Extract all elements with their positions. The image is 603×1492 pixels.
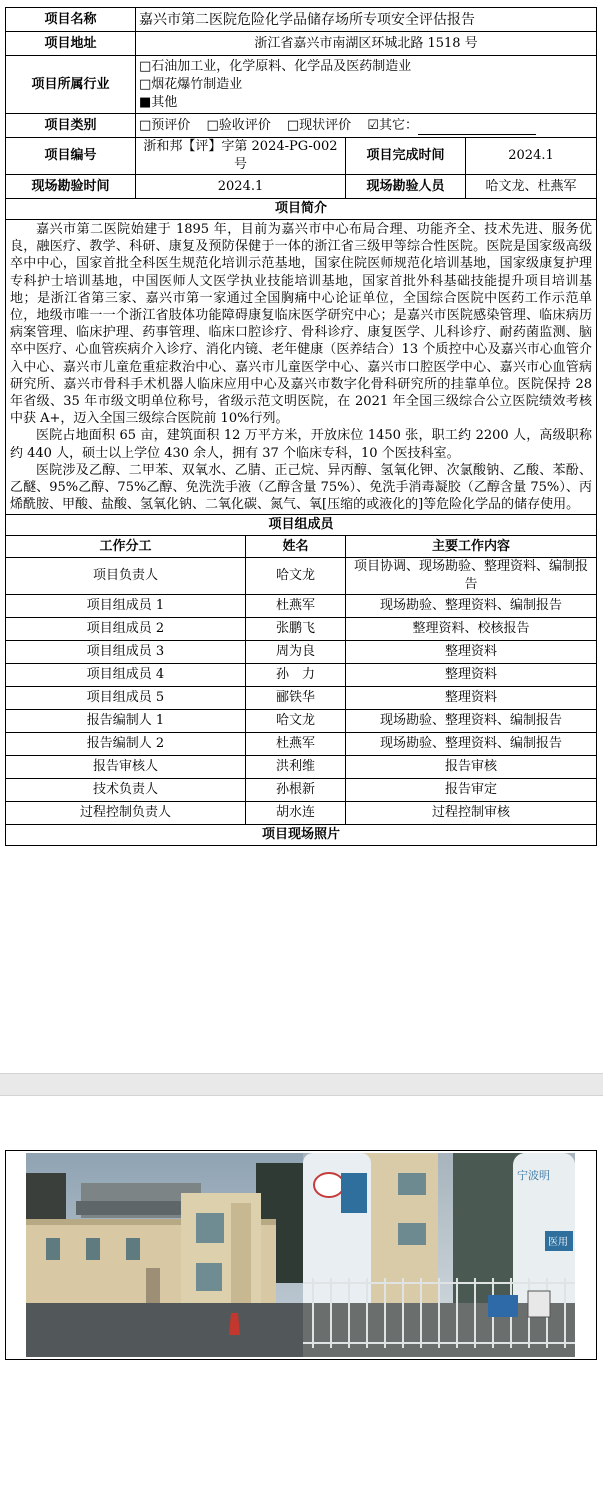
member-row [6, 733, 597, 756]
member-work: 现场勘验、整理资料、编制报告 [346, 710, 597, 733]
intro-paragraph: 医院占地面积 65 亩，建筑面积 12 万平方米，开放床位 1450 张，职工约 2200 人，高级职称约 440 人，硕士以上学位 430 余人，拥有 37 个临床专科，10 个医技科室。 [10, 428, 592, 461]
site-photos-frame [5, 1150, 597, 1360]
project-name-value: 嘉兴市第二医院危险化学品储存场所专项安全评估报告 [136, 8, 597, 32]
members-header-name: 姓名 [246, 536, 346, 558]
member-work: 现场勘验、整理资料、编制报告 [346, 595, 597, 618]
member-name: 杜燕军 [246, 595, 346, 618]
member-work: 项目协调、现场勘验、整理资料、编制报告 [346, 558, 597, 595]
project-type-options [136, 114, 597, 138]
industry-option-fireworks: □烟花爆竹制造业 [139, 76, 243, 92]
industry-option-chemical: □石油加工业，化学原料、化学品及医药制造业 [139, 58, 412, 74]
type-option-status: □现状评价 [286, 117, 352, 133]
member-name: 洪利维 [246, 756, 346, 779]
project-info-table [5, 7, 597, 846]
member-row [6, 779, 597, 802]
site-photo-building [26, 1153, 303, 1357]
member-name: 胡水连 [246, 802, 346, 825]
member-row [6, 687, 597, 710]
member-role: 项目组成员 2 [6, 618, 246, 641]
report-info-sheet [5, 7, 596, 846]
survey-time-value: 2024.1 [136, 175, 346, 199]
member-role: 报告编制人 2 [6, 733, 246, 756]
member-work: 整理资料 [346, 664, 597, 687]
type-option-pre: □预评价 [139, 117, 191, 133]
page-break-gap [0, 1073, 603, 1096]
intro-paragraph: 嘉兴市第二医院始建于 1895 年，目前为嘉兴市中心布局合理、功能齐全、技术先进、服务优良，融医疗、教学、科研、康复及预防保健于一体的浙江省三级甲等综合性医院。医院是国家级高级卒中中心，国家首批全科医生规范化培训示范基地，国家住院医师规范化培训基地，国家级康复护理专科护士培训基地，中国医师人文医学执业技能培训基地，国家首批外科基础技能提升项目培训基地；是浙江省第三家、嘉兴市第一家通过全国胸痛中心论证单位，全国综合医院中医药工作示范单位，地级市唯一一个浙江省肢体功能障碍康复临床医学研究中心；是嘉兴市医院感染管理、临床病历病案管理、临床护理、药事管理、临床口腔诊疗、骨科诊疗、康复医学、儿科诊疗、耐药菌监测、脑卒中医疗、心血管疾病介入诊疗、消化内镜、老年健康（医养结合）13 个质控中心及嘉兴市心血管介入中心、嘉兴市儿童危重症救治中心、嘉兴市儿童医学中心、嘉兴市口腔医学中心、嘉兴市心血管病研究所、嘉兴市骨科手术机器人临床应用中心及嘉兴市数字化骨科研究所的挂靠单位。医院保持 28 年省级、35 年市级文明单位称号，省级示范文明医院，在 2021 年全国三级综合公立医院绩效考核中获 A+，迈入全国三级综合医院前 10%行列。 [10, 222, 592, 427]
members-header-work: 主要工作内容 [346, 536, 597, 558]
member-name: 张鹏飞 [246, 618, 346, 641]
member-name: 哈文龙 [246, 710, 346, 733]
project-number-value: 浙和邦【评】字第 2024-PG-002 号 [136, 138, 346, 175]
project-industry-options [136, 56, 597, 114]
industry-option-other: ■其他 [139, 94, 178, 110]
member-name: 郦铁华 [246, 687, 346, 710]
members-table-body [6, 558, 597, 825]
member-row [6, 756, 597, 779]
member-role: 报告审核人 [6, 756, 246, 779]
tank-sign-text: 宁波明 [517, 1169, 550, 1182]
member-role: 项目组成员 5 [6, 687, 246, 710]
member-work: 报告审核 [346, 756, 597, 779]
member-name: 杜燕军 [246, 733, 346, 756]
survey-staff-value: 哈文龙、杜燕军 [466, 175, 597, 199]
member-role: 项目组成员 3 [6, 641, 246, 664]
member-row [6, 558, 597, 595]
member-name: 周为良 [246, 641, 346, 664]
members-header-role: 工作分工 [6, 536, 246, 558]
member-row [6, 618, 597, 641]
member-role: 项目负责人 [6, 558, 246, 595]
project-name-label: 项目名称 [6, 8, 136, 32]
site-photo-storage [303, 1153, 575, 1357]
member-work: 整理资料 [346, 641, 597, 664]
member-row [6, 595, 597, 618]
member-row [6, 710, 597, 733]
type-option-acceptance: □验收评价 [206, 117, 271, 133]
member-work: 报告审定 [346, 779, 597, 802]
survey-staff-label: 现场勘验人员 [346, 175, 466, 199]
project-industry-label: 项目所属行业 [6, 56, 136, 114]
building-photo-image [26, 1153, 303, 1357]
completion-time-value: 2024.1 [466, 138, 597, 175]
member-work: 过程控制审核 [346, 802, 597, 825]
member-row [6, 664, 597, 687]
member-role: 项目组成员 4 [6, 664, 246, 687]
member-name: 孙 力 [246, 664, 346, 687]
intro-section-title: 项目简介 [6, 199, 597, 220]
member-name: 孙根新 [246, 779, 346, 802]
members-section-title: 项目组成员 [6, 515, 597, 536]
project-type-label: 项目类别 [6, 114, 136, 138]
project-address-label: 项目地址 [6, 32, 136, 56]
intro-body [6, 220, 597, 515]
photos-section-title: 项目现场照片 [6, 825, 597, 846]
storage-photo-image [303, 1153, 575, 1357]
member-role: 技术负责人 [6, 779, 246, 802]
member-work: 整理资料、校核报告 [346, 618, 597, 641]
survey-time-label: 现场勘验时间 [6, 175, 136, 199]
completion-time-label: 项目完成时间 [346, 138, 466, 175]
tank-label-text: 医用 [548, 1237, 568, 1248]
project-address-value: 浙江省嘉兴市南湖区环城北路 1518 号 [136, 32, 597, 56]
member-work: 现场勘验、整理资料、编制报告 [346, 733, 597, 756]
member-role: 过程控制负责人 [6, 802, 246, 825]
member-row [6, 641, 597, 664]
member-work: 整理资料 [346, 687, 597, 710]
type-option-other: ☑其它： [367, 117, 418, 133]
member-row [6, 802, 597, 825]
intro-paragraph: 医院涉及乙醇、二甲苯、双氧水、乙腈、正己烷、异丙醇、氢氧化钾、次氯酸钠、乙酸、苯酚、乙醚、95%乙醇、75%乙醇、免洗洗手液（乙醇含量 75%）、免洗手消毒凝胶（乙醇含量 75%）、丙烯酰胺、甲酸、盐酸、氢氧化钠、二氧化碳、氮气、氧[压缩的或液化的]等危险化学品的储存使用。 [10, 462, 592, 513]
member-role: 报告编制人 1 [6, 710, 246, 733]
member-name: 哈文龙 [246, 558, 346, 595]
type-other-blank-line [418, 121, 536, 135]
member-role: 项目组成员 1 [6, 595, 246, 618]
project-number-label: 项目编号 [6, 138, 136, 175]
